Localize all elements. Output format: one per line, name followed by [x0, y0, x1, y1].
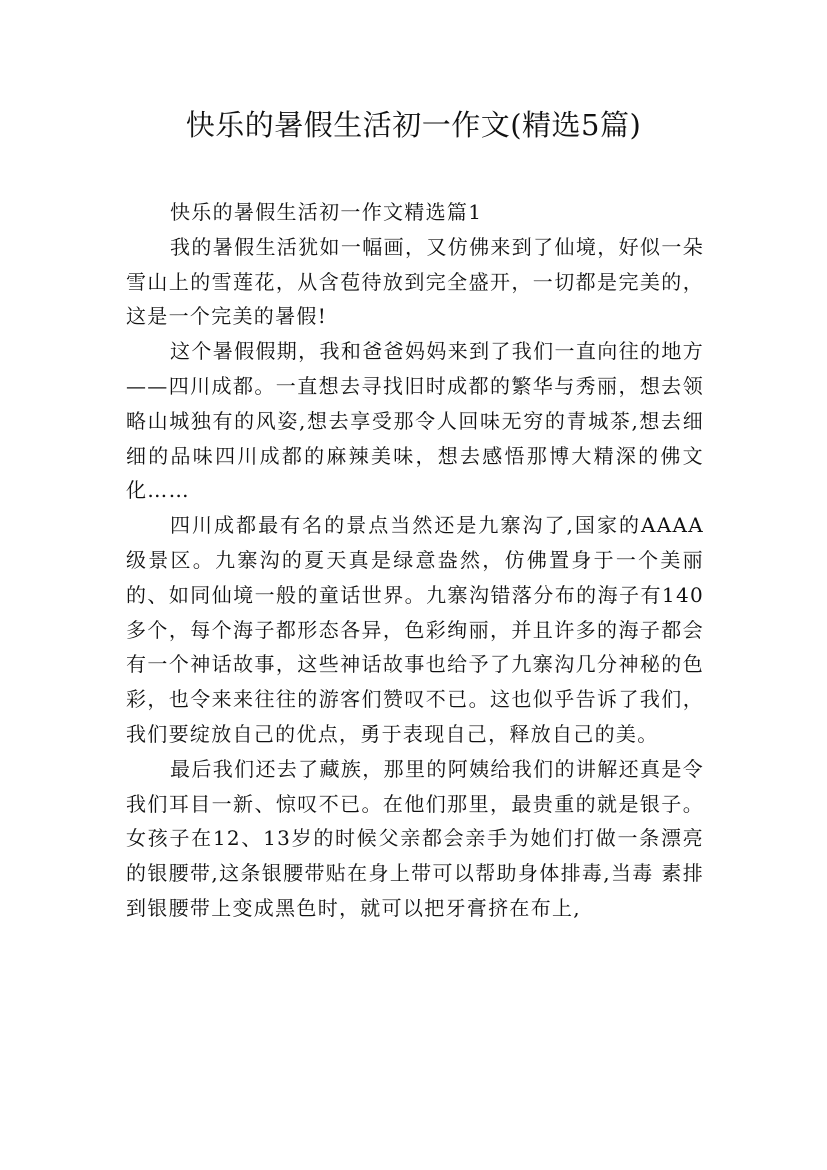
paragraph-3: 四川成都最有名的景点当然还是九寨沟了,国家的AAAA级景区。九寨沟的夏天真是绿意盎然，仿佛置身于一个美丽的、如同仙境一般的童话世界。九寨沟错落分布的海子有140多个，每个海子都形态各异，色彩绚丽，并且许多的海子都会有一个神话故事，这些神话故事也给予了九寨沟几分神秘的色彩，也令来来往往的游客们赞叹不已。这也似乎告诉了我们，我们要绽放自己的优点，勇于表现自己，释放自己的美。 [126, 513, 704, 746]
document-body [126, 195, 704, 926]
document-title: 快乐的暑假生活初一作文(精选5篇) [185, 108, 642, 142]
paragraph-4: 最后我们还去了藏族，那里的阿姨给我们的讲解还真是令我们耳目一新、惊叹不已。在他们那里，最贵重的就是银子。女孩子在12、13岁的时候父亲都会亲手为她们打做一条漂亮的银腰带,这条银腰带贴在身上带可以帮助身体排毒,当毒 素排到银腰带上变成黑色时，就可以把牙膏挤在布上, [126, 756, 704, 920]
paragraph-2: 这个暑假假期，我和爸爸妈妈来到了我们一直向往的地方——四川成都。一直想去寻找旧时成都的繁华与秀丽，想去领略山城独有的风姿,想去享受那令人回味无穷的青城茶,想去细细的品味四川成都的麻辣美味，想去感悟那博大精深的佛文化…… [126, 339, 704, 503]
paragraph-1: 我的暑假生活犹如一幅画，又仿佛来到了仙境，好似一朵雪山上的雪莲花，从含苞待放到完全盛开，一切都是完美的，这是一个完美的暑假! [126, 234, 704, 329]
section-heading: 快乐的暑假生活初一作文精选篇1 [170, 200, 483, 224]
